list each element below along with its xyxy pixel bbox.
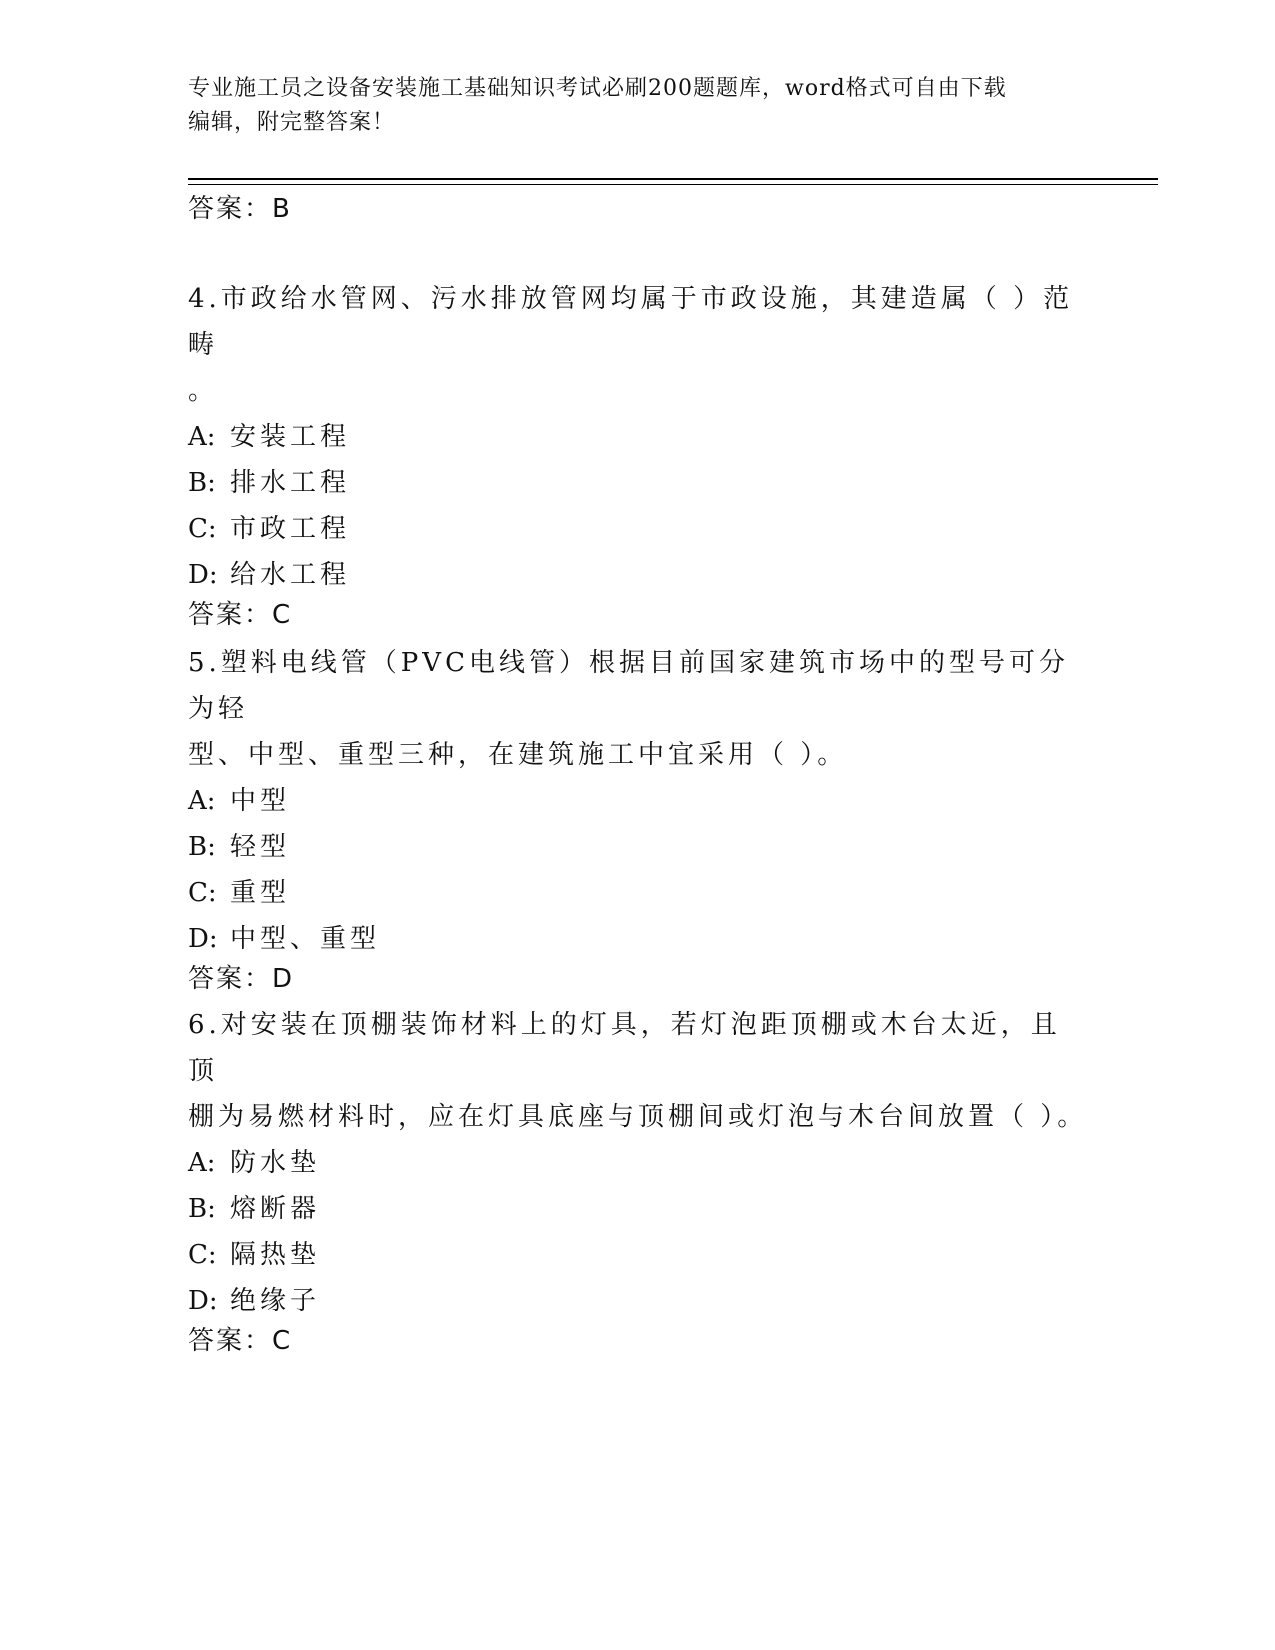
question-4-text [188, 276, 1088, 414]
option-key: A: [188, 1148, 216, 1178]
option-key: D: [188, 924, 218, 954]
option-text: 绝缘子 [230, 1286, 321, 1316]
question-4 [188, 276, 1088, 632]
option-text: 熔断器 [230, 1194, 321, 1224]
option-key: C: [188, 878, 217, 908]
question-6-option-c [188, 1232, 1088, 1278]
question-4-line-1: 4.市政给水管网、污水排放管网均属于市政设施，其建造属（ ）范畴 [188, 284, 1074, 360]
option-key: B: [188, 1194, 216, 1224]
question-6-answer: 答案：C [188, 1326, 293, 1356]
question-6-option-b [188, 1186, 1088, 1232]
question-6-line-1: 6.对安装在顶棚装饰材料上的灯具，若灯泡距顶棚或木台太近，且顶 [188, 1010, 1061, 1086]
option-text: 轻型 [230, 832, 291, 862]
option-key: D: [188, 560, 218, 590]
question-5-option-d [188, 916, 1088, 962]
answer-prev: 答案：B [188, 194, 292, 224]
option-key: A: [188, 786, 216, 816]
option-key: B: [188, 468, 216, 498]
option-key: B: [188, 832, 216, 862]
question-5-option-c [188, 870, 1088, 916]
option-text: 重型 [230, 878, 291, 908]
question-6-option-a [188, 1140, 1088, 1186]
option-key: A: [188, 422, 216, 452]
header-divider-bottom [188, 184, 1158, 185]
option-text: 防水垫 [230, 1148, 321, 1178]
question-5 [188, 640, 1088, 996]
header-line-1: 专业施工员之设备安装施工基础知识考试必刷200题题库，word格式可自由下载 [188, 76, 1007, 101]
option-text: 排水工程 [230, 468, 351, 498]
option-key: C: [188, 1240, 217, 1270]
question-4-option-b [188, 460, 1088, 506]
question-5-text [188, 640, 1088, 778]
question-4-answer: 答案：C [188, 600, 293, 630]
option-text: 给水工程 [230, 560, 351, 590]
header-divider-top [188, 178, 1158, 180]
option-key: C: [188, 514, 217, 544]
question-6-option-d [188, 1278, 1088, 1324]
option-text: 市政工程 [230, 514, 351, 544]
option-text: 中型、重型 [230, 924, 381, 954]
question-5-answer: 答案：D [188, 964, 295, 994]
question-5-option-b [188, 824, 1088, 870]
question-5-line-1: 5.塑料电线管（PVC电线管）根据目前国家建筑市场中的型号可分为轻 [188, 648, 1069, 724]
question-6-line-2: 棚为易燃材料时，应在灯具底座与顶棚间或灯泡与木台间放置（ ）。 [188, 1102, 1088, 1132]
question-4-option-d [188, 552, 1088, 598]
question-6 [188, 1002, 1088, 1358]
question-4-option-a [188, 414, 1088, 460]
question-5-line-2: 型、中型、重型三种，在建筑施工中宜采用（ ）。 [188, 740, 848, 770]
option-key: D: [188, 1286, 218, 1316]
question-6-text [188, 1002, 1088, 1140]
option-text: 隔热垫 [230, 1240, 321, 1270]
question-5-option-a [188, 778, 1088, 824]
option-text: 安装工程 [230, 422, 351, 452]
header-line-2: 编辑，附完整答案！ [188, 110, 396, 135]
document-header [188, 72, 1088, 140]
question-4-option-c [188, 506, 1088, 552]
option-text: 中型 [230, 786, 291, 816]
question-4-line-2: 。 [188, 376, 219, 406]
